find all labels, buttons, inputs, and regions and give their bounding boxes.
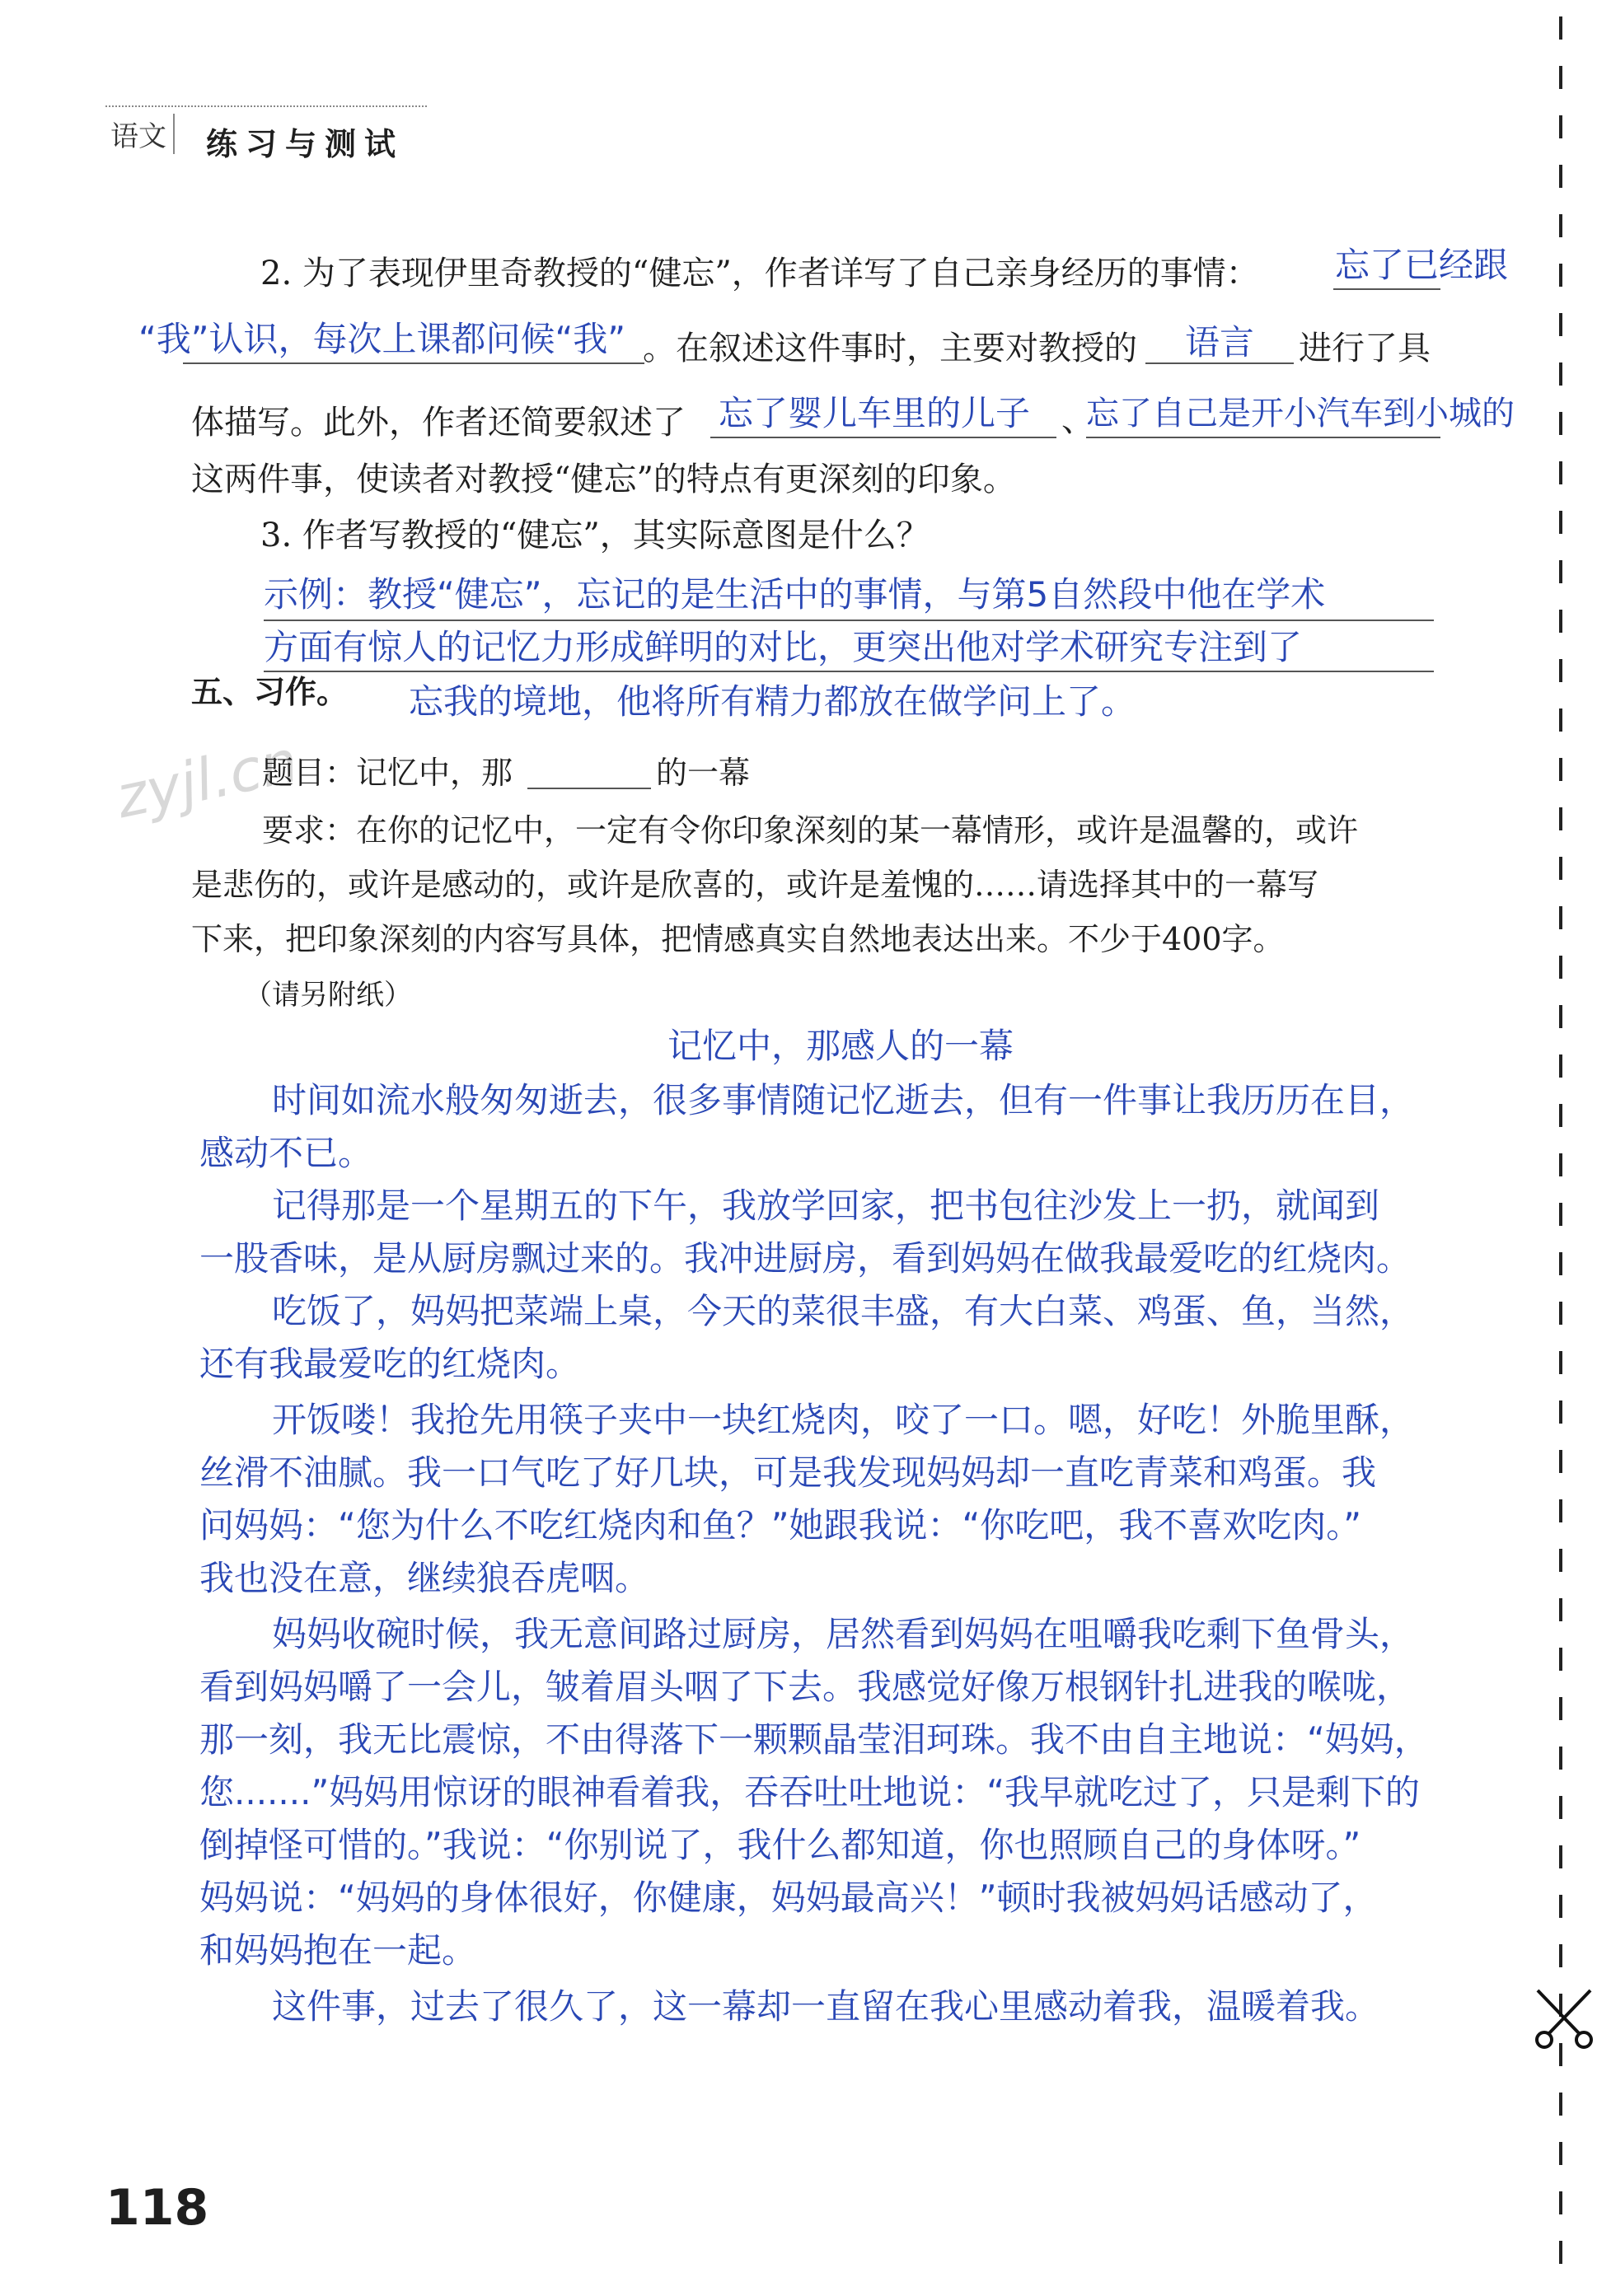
topic-b: 的一幕 [656, 755, 751, 791]
q2-line1: 2. 为了表现伊里奇教授的“健忘”，作者详写了自己亲身经历的事情： [260, 255, 1259, 292]
essay-line: 问妈妈：“您为什么不吃红烧肉和鱼？”她跟我说：“你吃吧，我不喜欢吃肉。” [199, 1505, 1362, 1545]
answer-underline [264, 620, 1434, 621]
section5-heading: 五、习作。 [191, 674, 349, 710]
essay-line: 一股香味，是从厨房飘过来的。我冲进厨房，看到妈妈在做我最爱吃的红烧肉。 [199, 1238, 1412, 1279]
essay-line: 这件事，过去了很久了，这一幕却一直留在我心里感动着我，温暖着我。 [272, 1986, 1380, 2027]
q2-line2b: 进行了具 [1299, 330, 1431, 367]
essay-line: 妈妈说：“妈妈的身体很好，你健康，妈妈最高兴！”顿时我被妈妈话感动了， [199, 1877, 1378, 1918]
q2-line4: 这两件事，使读者对教授“健忘”的特点有更深刻的印象。 [191, 461, 1016, 498]
essay-line: 您.......”妈妈用惊讶的眼神看着我，吞吞吐吐地说：“我早就吃过了，只是剩下的 [199, 1772, 1420, 1812]
cut-line [1559, 16, 1562, 2274]
q2-line2a: 。在叙述这件事时，主要对教授的 [643, 330, 1137, 367]
answer-underline [183, 362, 644, 364]
essay-line: 时间如流水般匆匆逝去，很多事情随记忆逝去，但有一件事让我历历在目， [272, 1080, 1415, 1120]
topic-blank [527, 788, 651, 789]
q3-question: 3. 作者写教授的“健忘”，其实际意图是什么？ [260, 517, 930, 554]
topic-a: 题目：记忆中，那 [262, 755, 513, 791]
q2-answer1-part1: 忘了已经跟 [1335, 245, 1509, 285]
essay-line: 还有我最爱吃的红烧肉。 [199, 1344, 581, 1384]
essay-title: 记忆中，那感人的一幕 [667, 1026, 1014, 1066]
answer-underline [1333, 288, 1440, 290]
requirement-line1: 要求：在你的记忆中，一定有令你印象深刻的某一幕情形，或许是温馨的，或许 [262, 812, 1359, 849]
essay-line: 倒掉怪可惜的。”我说：“你别说了，我什么都知道，你也照顾自己的身体呀。” [199, 1825, 1361, 1865]
q3-answer-line1: 示例：教授“健忘”，忘记的是生活中的事情，与第5自然段中他在学术 [264, 574, 1326, 615]
q3-answer-line2: 方面有惊人的记忆力形成鲜明的对比，更突出他对学术研究专注到了 [264, 627, 1303, 667]
essay-line: 和妈妈抱在一起。 [199, 1930, 477, 1971]
q2-answer4: 忘了自己是开小汽车到小城的 [1086, 395, 1515, 433]
answer-underline [264, 671, 1434, 672]
answer-underline [1145, 362, 1294, 364]
essay-line: 开饭喽！我抢先用筷子夹中一块红烧肉，咬了一口。嗯，好吃！外脆里酥， [272, 1400, 1415, 1440]
q3-answer-line3: 忘我的境地，他将所有精力都放在做学问上了。 [409, 681, 1136, 722]
essay-line: 妈妈收碗时候，我无意间路过厨房，居然看到妈妈在咀嚼我吃剩下鱼骨头， [272, 1614, 1415, 1654]
scissors-icon [1531, 1985, 1597, 2051]
q2-answer3: 忘了婴儿车里的儿子 [719, 393, 1031, 433]
essay-line: 那一刻，我无比震惊，不由得落下一颗颗晶莹泪珂珠。我不由自主地说：“妈妈， [199, 1719, 1429, 1760]
essay-line: 我也没在意，继续狼吞虎咽。 [199, 1558, 650, 1598]
attach-note: （请另附纸） [244, 979, 412, 1012]
requirement-line3: 下来，把印象深刻的内容写具体，把情感真实自然地表达出来。不少于400字。 [191, 921, 1285, 957]
essay-line: 丝滑不油腻。我一口气吃了好几块，可是我发现妈妈却一直吃青菜和鸡蛋。我 [199, 1452, 1377, 1493]
q2-sep: 、 [1061, 401, 1094, 439]
page-number: 118 [105, 2179, 209, 2237]
q2-answer2: 语言 [1185, 322, 1255, 362]
answer-underline [710, 437, 1056, 438]
requirement-line2: 是悲伤的，或许是感动的，或许是欣喜的，或许是羞愧的……请选择其中的一幕写 [191, 867, 1319, 903]
q2-answer1-part2: “我”认识，每次上课都问候“我” [138, 319, 626, 359]
essay-line: 感动不已。 [199, 1133, 373, 1173]
essay-line: 吃饭了，妈妈把菜端上桌，今天的菜很丰盛，有大白菜、鸡蛋、鱼，当然， [272, 1291, 1415, 1331]
essay-line: 看到妈妈嚼了一会儿，皱着眉头咽了下去。我感觉好像万根钢针扎进我的喉咙， [199, 1667, 1412, 1707]
q2-line3a: 体描写。此外，作者还简要叙述了 [191, 404, 686, 442]
essay-line: 记得那是一个星期五的下午，我放学回家，把书包往沙发上一扔，就闻到 [272, 1185, 1380, 1226]
answer-underline [1086, 437, 1440, 438]
watermark: zyjl.cn [110, 727, 304, 832]
book-title: 练习与测试 [206, 126, 405, 162]
subject-tag: 语文 [110, 114, 175, 154]
